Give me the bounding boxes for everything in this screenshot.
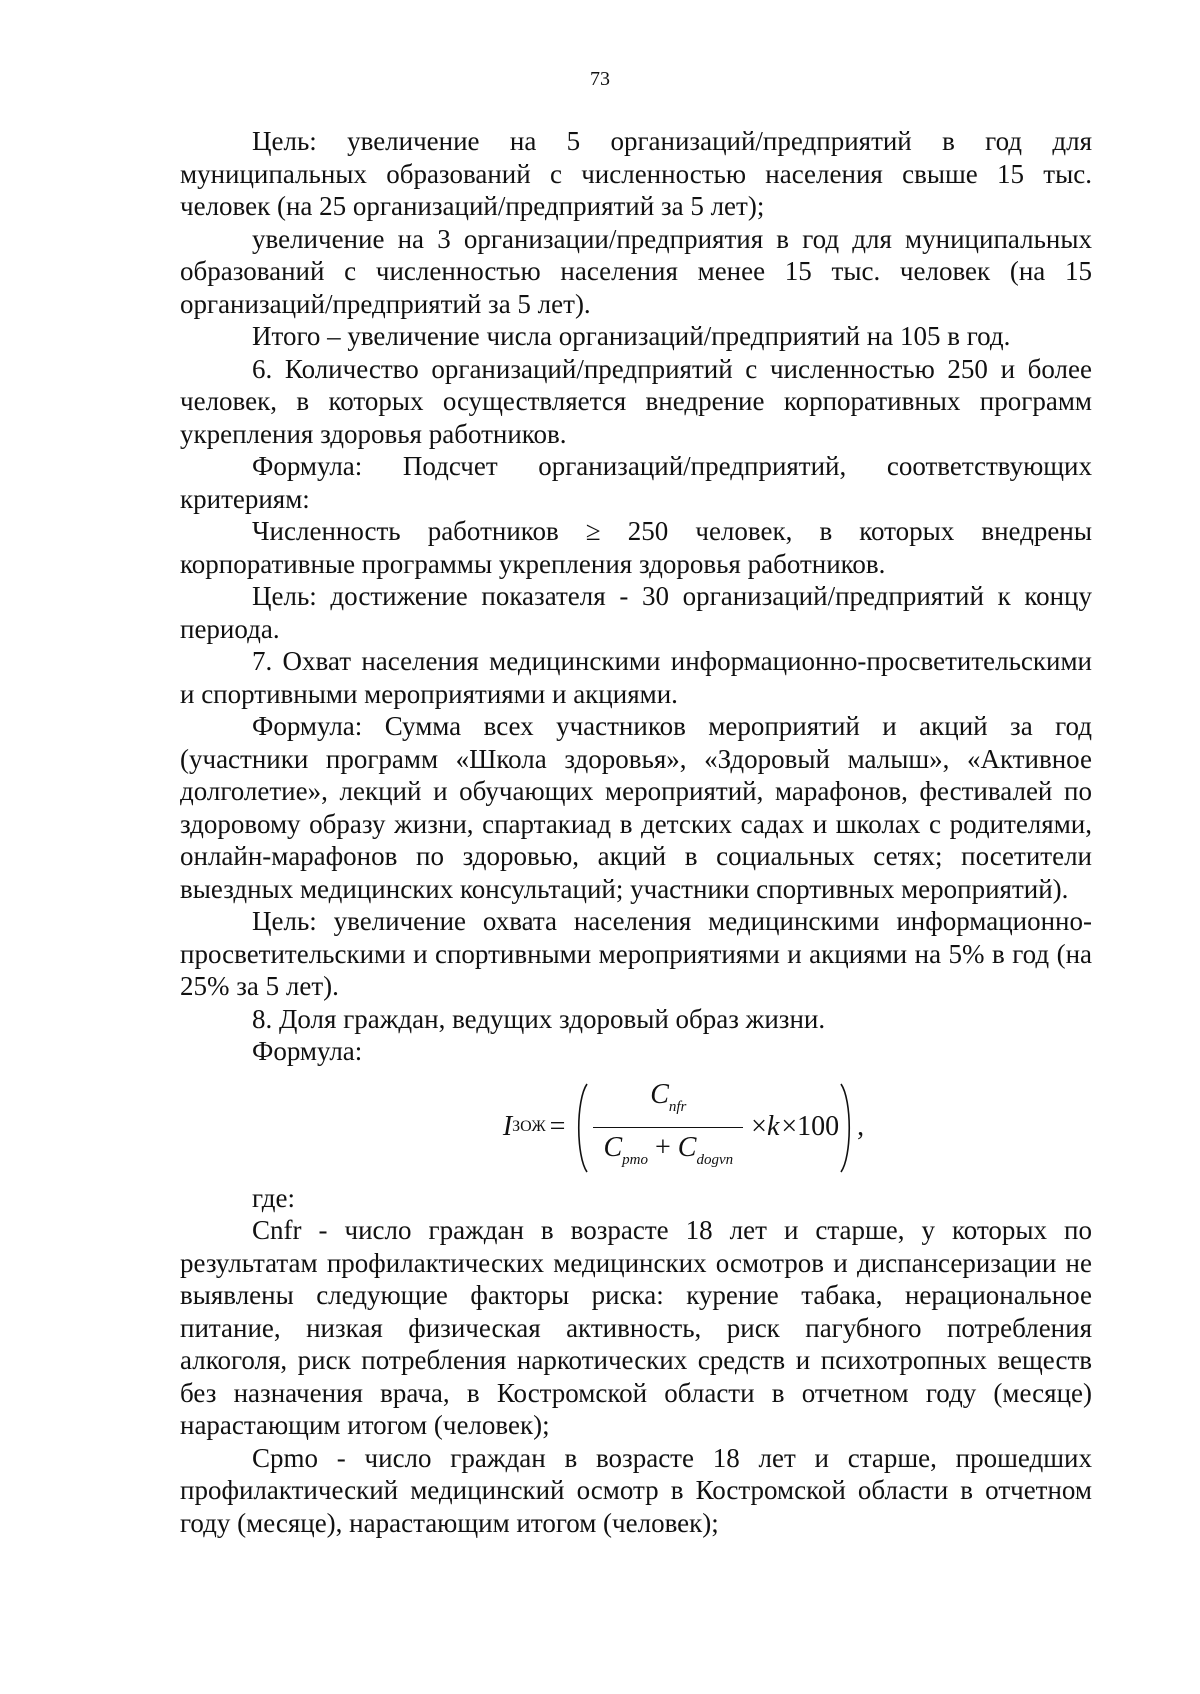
paragraph-total: Итого – увеличение числа организаций/предприятий на 105 в год.: [252, 321, 1011, 351]
formula: [503, 1079, 864, 1176]
paragraph-goal-2: увеличение на 3 организации/предприятия в год для муниципальных образований с численностью населения менее 15 тыс. человек (на 15 организаций/предприятий за 5 лет).: [180, 223, 1092, 319]
page-number: 73: [590, 68, 610, 90]
document-body: [180, 125, 1092, 1539]
paragraph-item-6: 6. Количество организаций/предприятий с численностью 250 и более человек, в которых осуществляется внедрение корпоративных программ укрепления здоровья работников.: [180, 353, 1092, 449]
formula-equals: =: [549, 1111, 566, 1143]
formula-lhs-subscript: ЗОЖ: [512, 1118, 546, 1136]
paragraph-goal-1: Цель: увеличение на 5 организаций/предприятий в год для муниципальных образований с численностью населения свыше 15 тыс. человек (на 25 организаций/предприятий за 5 лет);: [180, 126, 1092, 221]
formula-k: k: [766, 1111, 780, 1143]
paragraph-goal-6: Цель: достижение показателя - 30 организаций/предприятий к концу периода.: [180, 581, 1092, 644]
left-paren: [573, 1082, 589, 1174]
formula-lhs-symbol: I: [502, 1111, 513, 1143]
right-paren: [839, 1082, 855, 1174]
paragraph-where: где:: [252, 1182, 295, 1213]
paragraph-goal-7: Цель: увеличение охвата населения медицинскими информационно-просветительскими и спортивными мероприятиями и акциями на 5% в год (на 25% за 5 лет).: [180, 906, 1092, 1001]
paragraph-def-cpmo: Cpmo - число граждан в возрасте 18 лет и старше, прошедших профилактический медицинский осмотр в Костромской области в отчетном году (месяце), нарастающим итогом (человек);: [180, 1442, 1092, 1538]
paragraph-item-7: 7. Охват населения медицинскими информационно-просветительскими и спортивными мероприятиями и акциями.: [180, 646, 1092, 709]
formula-trailing-comma: ,: [857, 1111, 865, 1143]
paragraph-formula-7: Формула: Сумма всех участников мероприятий и акций за год (участники программ «Школа здоровья», «Здоровый малыш», «Активное долголетие», лекций и обучающих мероприятий, марафонов, фестивалей по здоровому образу жизни, спартакиад в детских садах и школах с родителями, онлайн-марафонов по здоровью, акций в социальных сетях; посетители выездных медицинских консультаций; участники спортивных мероприятий).: [180, 711, 1092, 904]
formula-times-1: ×: [751, 1111, 767, 1143]
formula-fraction: [593, 1079, 743, 1176]
formula-hundred: 100: [797, 1111, 840, 1143]
paragraph-item-8: 8. Доля граждан, ведущих здоровый образ жизни.: [252, 1003, 826, 1034]
formula-block: [180, 1074, 1092, 1182]
paragraph-criteria-6: Численность работников ≥ 250 человек, в которых внедрены корпоративные программы укрепления здоровья работников.: [180, 516, 1092, 579]
paragraph-formula-label-8: Формула:: [252, 1036, 363, 1066]
paragraph-formula-6: Формула: Подсчет организаций/предприятий, соответствующих критериям:: [180, 451, 1092, 514]
formula-denominator: $C_{pmo} + C_{dogvn}$: [603, 1132, 734, 1168]
paragraph-def-cnfr: Cnfr - число граждан в возрасте 18 лет и старше, у которых по результатам профилактических медицинских осмотров и диспансеризации не выявлены следующие факторы риска: курение табака, нерациональное питание, низкая физическая активность, риск пагубного потребления алкоголя, риск потребления наркотических средств и психотропных веществ без назначения врача, в Костромской области в отчетном году (месяце) нарастающим итогом (человек);: [180, 1215, 1092, 1440]
formula-times-2: ×: [781, 1111, 798, 1143]
formula-numerator: $C_{nfr}$: [650, 1079, 687, 1115]
